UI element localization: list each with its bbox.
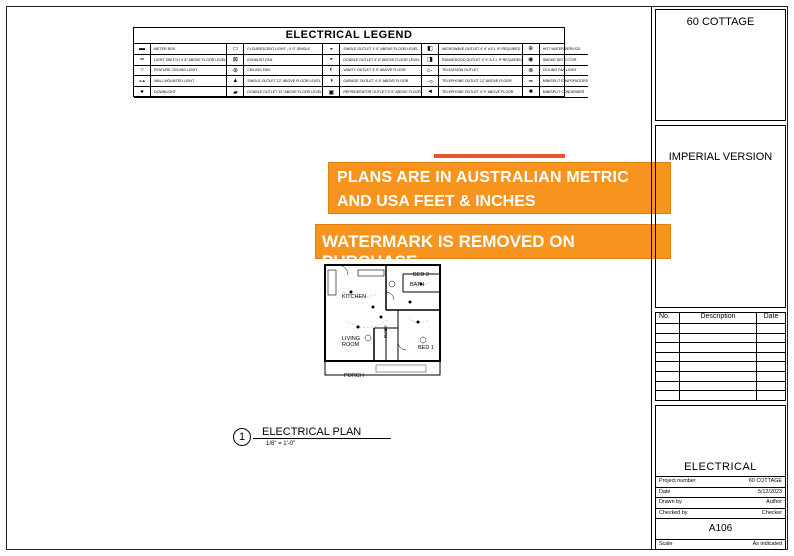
- banner-line-3: WATERMARK IS REMOVED ON PURCHASE: [322, 232, 575, 271]
- rangehood-outlet-icon: ◨: [422, 55, 439, 65]
- telephone-outlet-icon: ◅: [422, 76, 439, 86]
- version-label: IMPERIAL VERSION: [668, 151, 773, 163]
- room-label-bed1: BED 1: [418, 345, 434, 351]
- revision-cell: [656, 391, 680, 400]
- legend-item: [227, 44, 323, 55]
- watermark-banner: [316, 225, 670, 271]
- project-number-label: Project number: [659, 478, 696, 484]
- exhaust-fan-icon: ⊠: [227, 55, 244, 65]
- legend-item: [134, 87, 227, 98]
- legend-item-label: REFRIDERATOR OUTLET 5' 9" ABOVE FLOOR: [343, 90, 421, 95]
- sheet-number: A106: [708, 523, 733, 534]
- legend-item-label: HOT WATER SERVICE: [542, 46, 581, 51]
- drawn-by-row: [656, 498, 785, 509]
- legend-item: [134, 76, 227, 87]
- revision-cell: [757, 324, 785, 333]
- drawn-by-value: Author: [766, 499, 782, 505]
- room-label-bed2: BED 2: [413, 272, 429, 278]
- room-label-porch: PORCH: [344, 373, 364, 379]
- legend-item: [523, 87, 588, 98]
- legend-item: [134, 55, 227, 66]
- view-number: 1: [233, 428, 251, 446]
- legend-item: [422, 87, 523, 98]
- legend-item-label: FLOURESCENT LIGHT - 4' 0" SINGLE: [247, 46, 310, 51]
- refrigerator-outlet-icon: ▣: [323, 87, 340, 97]
- revision-row: [656, 382, 785, 392]
- evaporator-icon: ━: [523, 76, 540, 86]
- revision-row: [656, 343, 785, 353]
- legend-item-label: CEILING FAN: [247, 68, 270, 73]
- television-outlet-icon: ▻: [422, 66, 439, 76]
- legend-item-label: GARAGE OUTLET 4' 9" ABOVE FLOOR: [343, 79, 409, 84]
- banner-line-2: AND USA FEET & INCHES: [337, 193, 536, 210]
- legend-item-label: LIGHT SWITCH 4' 8" ABOVE FLOOR LEVEL: [154, 57, 227, 62]
- downlight-icon: ●: [134, 87, 151, 97]
- room-label-kitchen: KITCHEN: [342, 294, 367, 300]
- room-label-robe: ROBE: [383, 325, 388, 338]
- revision-cell: [656, 382, 680, 391]
- revision-cell: [680, 382, 757, 391]
- legend-item: [523, 66, 588, 77]
- wall-light-icon: ⊶: [134, 76, 151, 86]
- accent-strip: [434, 154, 565, 158]
- scale-value: As indicated: [752, 541, 782, 547]
- legend-item: [227, 66, 323, 77]
- revision-table: [655, 312, 786, 401]
- scale-label: Scale: [659, 541, 673, 547]
- legend-item: [523, 76, 588, 87]
- legend-item-label: SINGLE OUTLET 12" ABOVE FLOOR LEVEL: [247, 79, 321, 84]
- legend-item-label: METER BOX: [154, 46, 176, 51]
- legend-item: [134, 66, 227, 77]
- fluorescent-light-icon: ▭: [227, 44, 244, 54]
- sheet-info-box: [655, 405, 786, 550]
- view-underline: [253, 438, 391, 439]
- room-label-living: LIVING ROOM: [342, 336, 361, 348]
- revision-cell: [757, 353, 785, 362]
- title-block: [651, 6, 788, 550]
- revision-cell: [656, 372, 680, 381]
- revision-cell: [656, 334, 680, 343]
- revision-cell: [757, 362, 785, 371]
- legend-item: [523, 44, 588, 55]
- revision-cell: [680, 362, 757, 371]
- legend-item-label: SMOKE DETECTOR: [542, 57, 577, 62]
- checked-by-value: Checker: [761, 509, 782, 516]
- checked-by-label: Checked by: [659, 509, 688, 516]
- legend-item: [422, 76, 523, 87]
- revision-col-description: Description: [680, 313, 757, 323]
- revision-cell: [656, 343, 680, 352]
- legend-item: [523, 55, 588, 66]
- microwave-outlet-icon: ◧: [422, 44, 439, 54]
- legend-item-label: VANITY OUTLET 3' 9" ABOVE FLOOR: [343, 68, 406, 73]
- view-scale: 1/8" = 1'-0": [266, 441, 296, 447]
- revision-cell: [757, 372, 785, 381]
- project-number-row: [656, 477, 785, 488]
- legend-item-label: MINISPLIT CONDENSER: [542, 90, 585, 95]
- condenser-icon: ■: [523, 87, 540, 97]
- legend-item-label: RANGEHOOD OUTLET 4' 9" A.F.I. IF REQUIRED: [441, 57, 522, 62]
- metric-imperial-banner: [329, 163, 670, 213]
- hot-water-icon: ⊕: [523, 44, 540, 54]
- garage-outlet-icon: ◑: [323, 76, 340, 86]
- room-label-bath: BATH: [410, 282, 425, 288]
- legend-item: [422, 55, 523, 66]
- legend-item-label: TELEPHONE OUTLET 12" ABOVE FLOOR: [441, 79, 512, 84]
- legend-item: [323, 66, 422, 77]
- legend-item: [227, 76, 323, 87]
- floor-plan-drawing: [318, 262, 448, 384]
- legend-item-label: DOWNLIGHT: [154, 90, 176, 95]
- legend-item-label: SINGLE OUTLET 4' 0" ABOVE FLOOR LEVEL: [343, 46, 419, 51]
- sheet-info-table: [656, 476, 785, 519]
- date-row: [656, 488, 785, 499]
- meter-box-icon: ▬: [134, 44, 151, 54]
- ceiling-light-icon: ○: [134, 66, 151, 76]
- date-value: 5/12/2023: [758, 488, 782, 495]
- legend-item: [323, 76, 422, 87]
- legend-grid: [134, 43, 589, 98]
- revision-row: [656, 362, 785, 372]
- revision-cell: [680, 334, 757, 343]
- legend-item: [323, 55, 422, 66]
- project-number-value: 60 COTTAGE: [748, 478, 782, 484]
- date-label: Date: [659, 488, 671, 495]
- revision-cell: [656, 362, 680, 371]
- light-switch-icon: ╍: [134, 55, 151, 65]
- legend-item: [422, 66, 523, 77]
- telephone-outlet-high-icon: ◄: [422, 87, 439, 97]
- legend-item-label: TELEVISION OUTLET: [441, 68, 479, 73]
- vanity-outlet-icon: ◐: [323, 66, 340, 76]
- floor-plan: [318, 262, 448, 384]
- version-box: [655, 125, 786, 308]
- revision-cell: [680, 391, 757, 400]
- revision-col-date: Date: [763, 313, 779, 320]
- banner-line-1: PLANS ARE IN AUSTRALIAN METRIC: [337, 169, 629, 186]
- legend-title: ELECTRICAL LEGEND: [285, 29, 413, 41]
- revision-rows: [656, 324, 785, 401]
- legend-item: [227, 87, 323, 98]
- revision-header: [656, 313, 785, 324]
- legend-item-label: TELEPHONE OUTLET 4' 9" ABOVE FLOOR: [441, 90, 514, 95]
- ceiling-fan-light-icon: ⊗: [523, 66, 540, 76]
- legend-item: [134, 44, 227, 55]
- revision-cell: [757, 334, 785, 343]
- revision-cell: [680, 372, 757, 381]
- smoke-detector-icon: ◉: [523, 55, 540, 65]
- revision-cell: [757, 382, 785, 391]
- view-name: ELECTRICAL PLAN: [262, 426, 362, 438]
- revision-row: [656, 353, 785, 363]
- legend-item-label: MINISPLIT EVAPORATORS: [542, 79, 589, 84]
- revision-row: [656, 334, 785, 344]
- revision-cell: [757, 343, 785, 352]
- legend-item-label: DOUBLE OUTLET 4' 0" ABOVE FLOOR LEVEL: [343, 57, 420, 62]
- revision-col-no: No.: [656, 313, 680, 323]
- ceiling-fan-icon: ⊛: [227, 66, 244, 76]
- drawn-by-label: Drawn by: [659, 499, 682, 505]
- legend-item-label: FEATURE CEILING LIGHT: [154, 68, 198, 73]
- scale-row: [656, 539, 785, 549]
- legend-item: [323, 44, 422, 55]
- project-name: 60 COTTAGE: [686, 16, 755, 28]
- single-outlet-icon: ◒: [323, 44, 340, 54]
- legend-item: [227, 55, 323, 66]
- sheet-name: ELECTRICAL: [684, 461, 757, 473]
- revision-cell: [757, 391, 785, 400]
- revision-cell: [680, 343, 757, 352]
- legend-item-label: CEILING FAN LIGHT: [542, 68, 577, 73]
- double-outlet-high-icon: ◓: [323, 55, 340, 65]
- revision-row: [656, 391, 785, 401]
- legend-item-label: EXHAUST FAN: [247, 57, 273, 62]
- revision-cell: [656, 353, 680, 362]
- project-box: [655, 9, 786, 121]
- revision-row: [656, 372, 785, 382]
- legend-item: [323, 87, 422, 98]
- revision-cell: [656, 324, 680, 333]
- electrical-legend: [133, 27, 589, 97]
- legend-item: [422, 44, 523, 55]
- double-outlet-low-icon: ▰: [227, 87, 244, 97]
- legend-item-label: MICROWAVE OUTLET 4' 9" A.F.I. IF REQUIRED: [441, 46, 521, 51]
- legend-item-label: WALL MOUNTED LIGHT: [154, 79, 195, 84]
- revision-cell: [680, 353, 757, 362]
- legend-item-label: DOUBLE OUTLET 12" ABOVE FLOOR LEVEL: [247, 90, 323, 95]
- double-outlet-icon: ▲: [227, 76, 244, 86]
- checked-by-row: [656, 509, 785, 520]
- revision-cell: [680, 324, 757, 333]
- revision-row: [656, 324, 785, 334]
